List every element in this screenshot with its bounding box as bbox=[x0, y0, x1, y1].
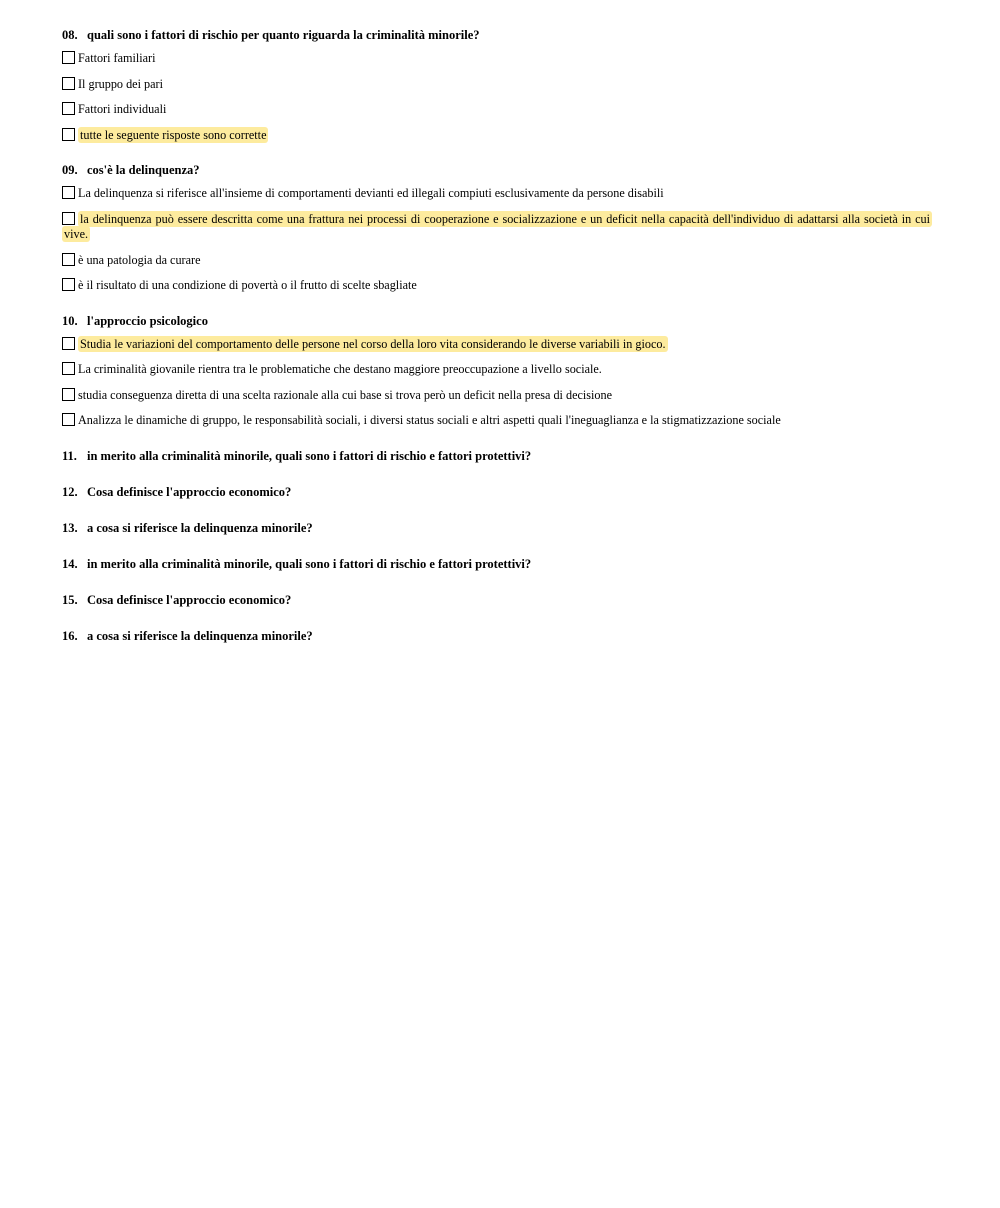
answer-option[interactable] bbox=[62, 278, 932, 294]
checkbox[interactable] bbox=[62, 128, 75, 141]
answer-option-text: è una patologia da curare bbox=[78, 252, 201, 267]
question-11 bbox=[62, 447, 932, 465]
question-text: Cosa definisce l'approccio economico? bbox=[87, 592, 292, 607]
checkbox[interactable] bbox=[62, 388, 75, 401]
question-heading bbox=[62, 519, 932, 537]
answer-option-text: La criminalità giovanile rientra tra le problematiche che destano maggiore preoccupazione a livello sociale. bbox=[78, 362, 602, 376]
question-heading bbox=[62, 483, 932, 501]
question-text: a cosa si riferisce la delinquenza minorile? bbox=[87, 520, 313, 535]
question-heading bbox=[62, 312, 932, 330]
question-number: 09. bbox=[62, 163, 78, 177]
question-09 bbox=[62, 161, 932, 294]
question-heading bbox=[62, 161, 932, 179]
answer-option-highlighted[interactable] bbox=[62, 212, 932, 243]
checkbox[interactable] bbox=[62, 413, 75, 426]
question-text: quali sono i fattori di rischio per quanto riguarda la criminalità minorile? bbox=[87, 28, 480, 42]
question-15 bbox=[62, 591, 932, 609]
answer-option[interactable] bbox=[62, 388, 932, 404]
checkbox[interactable] bbox=[62, 212, 75, 225]
question-12 bbox=[62, 483, 932, 501]
checkbox[interactable] bbox=[62, 102, 75, 115]
checkbox[interactable] bbox=[62, 253, 75, 266]
answer-option[interactable] bbox=[62, 77, 932, 93]
checkbox[interactable] bbox=[62, 362, 75, 375]
checkbox[interactable] bbox=[62, 186, 75, 199]
answer-option[interactable] bbox=[62, 253, 932, 269]
checkbox[interactable] bbox=[62, 278, 75, 291]
question-heading bbox=[62, 447, 932, 465]
answer-option-text: tutte le seguente risposte sono corrette bbox=[80, 127, 267, 142]
checkbox[interactable] bbox=[62, 337, 75, 350]
question-number: 16. bbox=[62, 628, 78, 643]
question-heading bbox=[62, 627, 932, 645]
answer-option-highlighted[interactable] bbox=[62, 337, 932, 353]
checkbox[interactable] bbox=[62, 51, 75, 64]
question-text: in merito alla criminalità minorile, quali sono i fattori di rischio e fattori protettivi? bbox=[87, 556, 532, 571]
question-heading bbox=[62, 591, 932, 609]
answer-option[interactable] bbox=[62, 186, 932, 202]
answer-option-text: studia conseguenza diretta di una scelta razionale alla cui base si trova però un deficit nella presa di decisione bbox=[78, 387, 613, 402]
question-number: 14. bbox=[62, 556, 78, 571]
question-text: a cosa si riferisce la delinquenza minorile? bbox=[87, 628, 313, 643]
question-text: l'approccio psicologico bbox=[87, 313, 208, 328]
answer-option-text: Fattori individuali bbox=[78, 102, 167, 116]
answer-option-text: Analizza le dinamiche di gruppo, le responsabilità sociali, i diversi status sociali e altri aspetti quali l'ineguaglianza e la stigmatizzazione sociale bbox=[78, 413, 781, 427]
answer-option[interactable] bbox=[62, 413, 932, 429]
question-number: 10. bbox=[62, 313, 78, 328]
question-number: 11. bbox=[62, 448, 77, 463]
question-heading bbox=[62, 555, 932, 573]
question-14 bbox=[62, 555, 932, 573]
question-number: 08. bbox=[62, 28, 78, 42]
question-number: 13. bbox=[62, 520, 78, 535]
question-13 bbox=[62, 519, 932, 537]
answer-option-text: la delinquenza può essere descritta come una frattura nei processi di cooperazione e socializzazione e un deficit nella capacità dell'individuo di adattarsi alla società in cui vive. bbox=[64, 211, 930, 241]
answer-option-text: è il risultato di una condizione di povertà o il frutto di scelte sbagliate bbox=[78, 278, 417, 292]
answer-option[interactable] bbox=[62, 362, 932, 378]
question-08 bbox=[62, 26, 932, 143]
answer-option-text: Studia le variazioni del comportamento delle persone nel corso della loro vita considerando le diverse variabili in gioco. bbox=[80, 336, 666, 351]
question-text: in merito alla criminalità minorile, quali sono i fattori di rischio e fattori protettivi? bbox=[87, 448, 532, 463]
question-10 bbox=[62, 312, 932, 429]
question-text: Cosa definisce l'approccio economico? bbox=[87, 484, 292, 499]
checkbox[interactable] bbox=[62, 77, 75, 90]
quiz-page bbox=[62, 26, 932, 663]
question-number: 15. bbox=[62, 592, 78, 607]
answer-option-text: Il gruppo dei pari bbox=[78, 76, 163, 91]
question-16 bbox=[62, 627, 932, 645]
answer-option-text: La delinquenza si riferisce all'insieme di comportamenti devianti ed illegali compiuti esclusivamente da persone disabili bbox=[78, 186, 664, 200]
question-number: 12. bbox=[62, 484, 78, 499]
answer-option-text: Fattori familiari bbox=[78, 51, 156, 65]
answer-option-highlighted[interactable] bbox=[62, 128, 932, 144]
question-text: cos'è la delinquenza? bbox=[87, 163, 200, 177]
answer-option[interactable] bbox=[62, 102, 932, 118]
question-heading bbox=[62, 26, 932, 44]
answer-option[interactable] bbox=[62, 51, 932, 67]
